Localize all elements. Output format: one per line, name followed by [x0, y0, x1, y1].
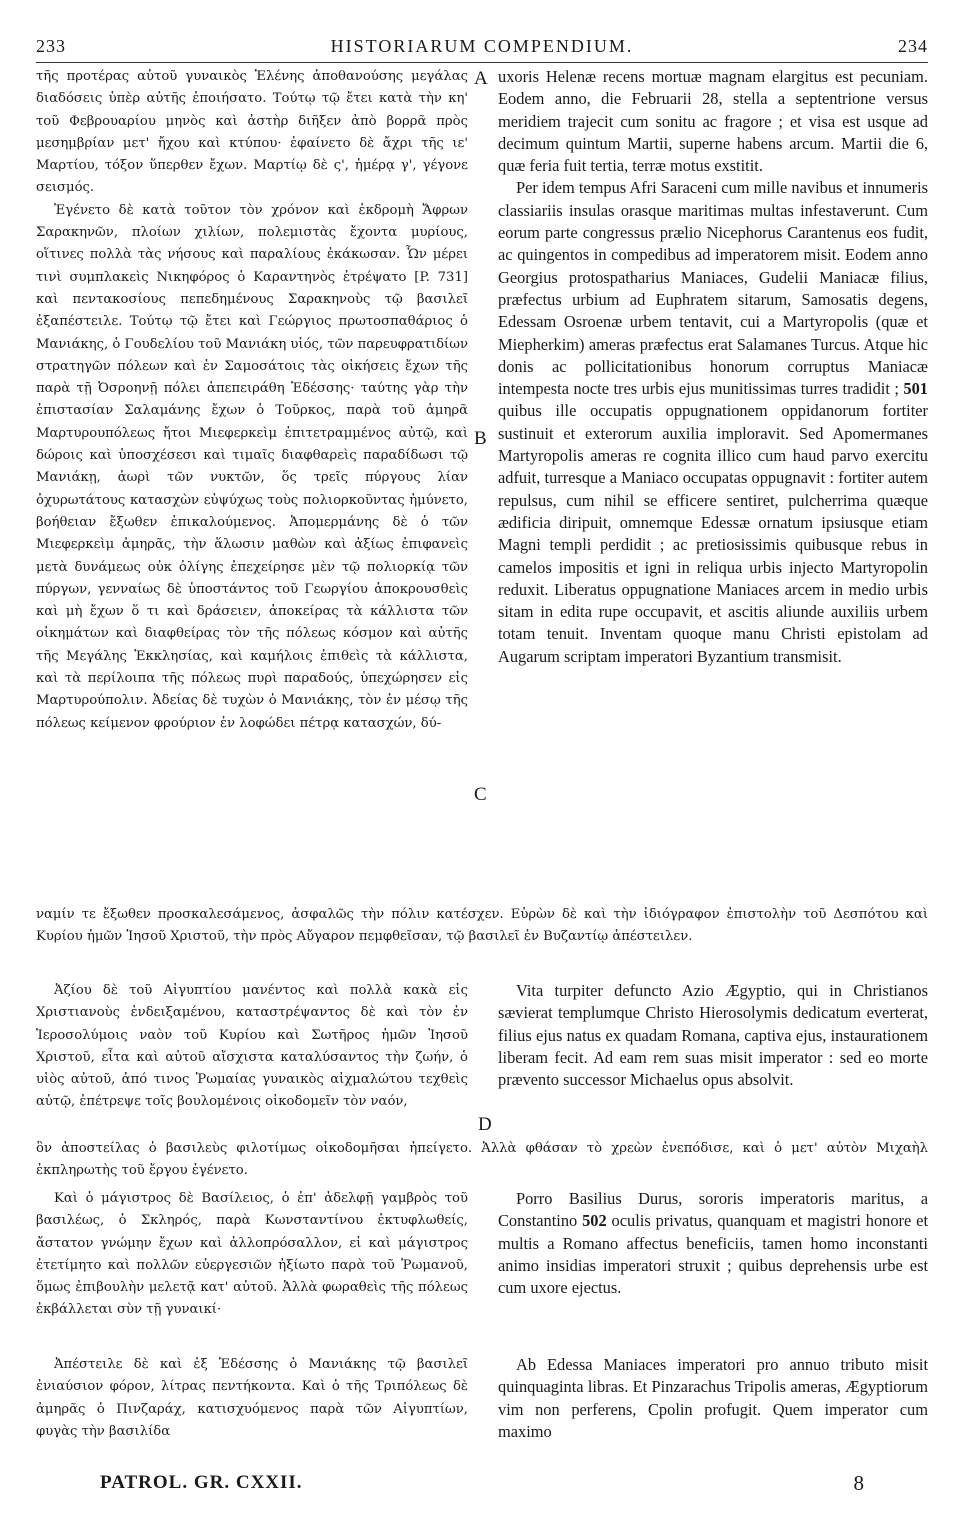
section3-latin-column [498, 1188, 928, 1299]
page-header [36, 32, 928, 60]
section1-greek-para-1: τῆς προτέρας αὐτοῦ γυναικὸς Ἑλένης ἀποθανούσης μεγάλας διαδόσεις ὑπὲρ αὐτῆς ἐποιήσατο. Τούτῳ τῷ ἔτει κατὰ τὴν κη' τοῦ Φεβρουαρίου μηνὸς καὶ ἀστὴρ διῆξεν ἀπὸ βορρᾶ πρὸς μεσημβρίαν μετ' ἤχου καὶ κτύπου· ἐφαίνετο δὲ ἄχρι τῆς ιε' Μαρτίου, τόξον ὕπερθεν ἔχων. Μαρτίῳ δὲ ς', ἡμέρᾳ γ', γέγονε σεισμός. [36, 69, 468, 196]
page-number-left: 233 [36, 35, 66, 56]
running-title: HISTORIARUM COMPENDIUM. [330, 35, 634, 56]
section2-latin-para: Vita turpiter defuncto Azio Ægyptio, qui in Christianos sævierat templumque Christo Hierosolymis dedicatum everterat, filius ejus natus ex quadam Romana, captiva ejus, instaurationem liberam fecit. Ad eam rem suas misit imperator : sed eo morte prævento successor Michaelus opus absolvit. [498, 981, 928, 1090]
margin-marker-a: A [474, 68, 488, 89]
section3-greek-para: Καὶ ὁ μάγιστρος δὲ Βασίλειος, ὁ ἐπ' ἀδελφῇ γαμβρὸς τοῦ βασιλέως, ὁ Σκληρός, παρὰ Κωνσταντίνου ἐκτυφλωθείς, ἄστατον γνώμην ἔχων καὶ ἀλλοπρόσαλλον, εἰ καὶ μάγιστρος ἐτετίμητο καὶ πολλῶν εὐεργεσιῶν ἠξίωτο παρὰ τοῦ Ῥωμανοῦ, ὅμως ἐπιβουλὴν μελετᾷ κατ' αὐτοῦ. Ἀλλὰ φωραθεὶς τῆς πόλεως ἐκβάλλεται σὺν τῇ γυναικί· [36, 1191, 468, 1318]
section1-latin-text-b: quibus ille occupatis oppugnationem oppidanorum fortiter sustinuit et exterorum auxilia imploravit. Sed Apomermanes Martyropolis ameras re cognita illico cum haud parvo exercitu adfuit, turresque a Maniaco occupatas oppugnavit : fortiter autem repulsus, cum nihil se efficere sentiret, pulcherrima quæque ædificia diripuit, omnemque Edessæ ornatum ipsiusque etiam Magni templi perdidit ; ac pretiosissimis quibusque rebus in camelos impositis et igni in reliqua urbis injecto Martyropolin reduxit. Liberatus oppugnatione Maniaces arcem in medio urbis sitam in edita rupe occupavit, et ascitis aliunde auxiliis urbem totam tenuit. Inventam quoque manu Christi epistolam ad Augarum scriptam imperatori Byzantium transmisit. [498, 401, 928, 666]
section3-latin-text-a: Porro Basilius Durus, sororis imperatoris maritus, a Constantino [498, 1189, 928, 1231]
section2-latin-column [498, 980, 928, 1091]
section3-greek-column [36, 1188, 468, 1322]
margin-marker-b: B [474, 428, 487, 449]
section1-latin-column [498, 66, 928, 668]
section2-greek-para: Ἀζίου δὲ τοῦ Αἰγυπτίου μανέντος καὶ πολλὰ κακὰ εἰς Χριστιανοὺς ἐνδειξαμένου, καταστρέψαντος δὲ καὶ τὸν ἐν Ἱεροσολύμοις ναὸν τοῦ Κυρίου καὶ Σωτῆρος ἡμῶν Ἰησοῦ Χριστοῦ, εἶτα καὶ αὐτοῦ αἴσχιστα καταλύσαντος τὴν ζωήν, ὁ υἱὸς αὐτοῦ, ἀπό τινος Ῥωμαίας γυναικὸς αἰχμαλώτου τεχθεὶς αὐτῷ, ἐπέτρεψε τοῖς βουλομένοις οἰκοδομεῖν τὸν ναόν, [36, 983, 468, 1110]
section1-latin-text-a: Per idem tempus Afri Saraceni cum mille navibus et innumeris classiariis insulas orasque maritimas multas infestaverunt. Cum eorum parte congressus prælio Nicephorus Carantenus eos fudit, ac quingentos in compedibus ad imperatorem misit. Eodem anno Georgius protospatharius Maniaces, Gudelii Maniacæ filius, præfectus urbium ad Euphratem sitarum, Samosatis degens, Edessam Osroenæ urbem tentavit, cui a Martyropolis (quæ et Miepherkim) ameras præfectus erat Salamanes Turcus. Atque hic donis ac pollicitationibus honorum corruptus Maniacæ intempesta nocte tres urbis ejus munitissimas turres tradidit ; [498, 178, 928, 399]
section1-greek-column [36, 66, 468, 735]
page-number-right: 234 [897, 35, 928, 56]
section1-latin-para-2 [498, 177, 928, 668]
column-number-501: 501 [903, 379, 928, 399]
section2-greek-column [36, 980, 468, 1114]
section3-latin-para [498, 1188, 928, 1299]
footer-signature: PATROL. GR. CXXII. [100, 1472, 303, 1493]
section4-greek-para: Ἀπέστειλε δὲ καὶ ἐξ Ἐδέσσης ὁ Μανιάκης τῷ βασιλεῖ ἐνιαύσιον φόρον, λίτρας πεντήκοντα. Καὶ ὁ τῆς Τριπόλεως δὲ ἀμηρᾶς ὁ Πινζαράχ, κατισχυόμενος παρὰ τῶν Αἰγυπτίων, φυγὰς τὴν βασιλίδα [36, 1357, 468, 1439]
page-footer [100, 1468, 864, 1498]
footer-sheet-number: 8 [853, 1470, 864, 1495]
section1-greek-full-width: ναμίν τε ἔξωθεν προσκαλεσάμενος, ἀσφαλῶς τὴν πόλιν κατέσχεν. Εὑρὼν δὲ καὶ τὴν ἰδιόγραφον ἐπιστολὴν τοῦ Δεσπότου καὶ Κυρίου ἡμῶν Ἰησοῦ Χριστοῦ, τὴν πρὸς Αὔγαρον πεμφθεῖσαν, τῷ βασιλεῖ ἐν Βυζαντίῳ ἀπέστειλεν. [36, 907, 928, 945]
column-number-502: 502 [582, 1211, 607, 1231]
section3-latin-text-b: oculis privatus, quanquam et magistri honore et multis a Romano affectus beneficiis, tamen homo inconstanti animo insidias imperatori struxit ; quibus deprehensis urbe est cum uxore ejectus. [498, 1211, 928, 1298]
margin-marker-c: C [474, 784, 487, 805]
section4-latin-column [498, 1354, 928, 1443]
section1-greek-para-2: Ἐγένετο δὲ κατὰ τοῦτον τὸν χρόνον καὶ ἐκδρομὴ Ἄφρων Σαρακηνῶν, πλοίων χιλίων, πολεμιστὰς ἔχοντα μυρίους, οἵτινες πολλὰ τὰς νήσους καὶ παραλίους ἐκάκωσαν. Ὧν μέρει τινὶ συμπλακεὶς Νικηφόρος ὁ Καραντηνὸς ἐτρέψατο [P. 731] καὶ πεντακοσίους πεπεδημένους Σαρακηνοὺς τῷ βασιλεῖ ἐξαπέστειλε. Τούτῳ τῷ ἔτει καὶ Γεώργιος πρωτοσπαθάριος ὁ Μανιάκης, ὁ Γουδελίου τοῦ Μανιάκη υἱός, τῶν παρευφρατιδίων στρατηγῶν πόλεων καὶ ἐν Σαμοσάτοις τὰς οἰκήσεις ἔχων τῆς παρὰ τῇ Ὀσροηνῇ πόλει ἀπεπειράθη Ἐδέσσης· ταύτης γὰρ τὴν ἐπιστασίαν Σαλαμάνης ἔχων ὁ Τοῦρκος, παρὰ τοῦ ἀμηρᾶ Μαρτυρουπόλεως ἤτοι Μιεφερκεὶμ ἐπιτετραμμένος αὐτῷ, καὶ δώροις καὶ ὑποσχέσεσι καὶ τιμαῖς διαφθαρεὶς παραδίδωσι τῷ Μανιάκῃ, ἀωρὶ τῶν νυκτῶν, ὅς τρεῖς πύργους λίαν ὀχυρωτάτους κατασχὼν εὐψύχως τοὺς πολιορκοῦντας ἠμύνετο, βοήθειαν ἔξωθεν ἐπικαλούμενος. Ἀπομερμάνης δὲ ὁ τῶν Μιεφερκεὶμ ἀμηρᾶς, τὴν ἅλωσιν μαθὼν καὶ ἀξίως ἐπιφανεὶς μετὰ δυνάμεως οὐκ ὀλίγης ἐπεχείρησε μὲν τῷ πολιορκίᾳ τῶν πύργων, γενναίως δὲ ὑποστάντος τοῦ Γεωργίου ἀποκρουσθεὶς καὶ μὴ ἔχων ὅ τι καὶ δράσειεν, ἀποκείρας τὰ κάλλιστα τῶν οἰκημάτων καὶ διαφθείρας τὸν τῆς πόλεως κόσμον καὶ αὐτῆς τῆς Μεγάλης Ἐκκλησίας, καὶ καμήλοις ἐπιθεὶς τὰ κάλλιστα, καὶ τὰ περίλοιπα τῆς πόλεως πυρὶ παραδούς, ὑπεχώρησεν εἰς Μαρτυρούπολιν. Ἀδείας δὲ τυχὼν ὁ Μανιάκης, τὸν ἐν μέσῳ τῆς πόλεως κείμενον φρούριον ἐν λοφώδει πέτρᾳ κατασχών, δύ- [36, 202, 468, 731]
section1-latin-para-1: uxoris Helenæ recens mortuæ magnam elargitus est pecuniam. Eodem anno, die Februarii 28, stella a septentrione versus meridiem trajecit cum sonitu ac fragore ; et visa est usque ad decimum quintum Martii, superne habens arcum. Martii die 6, quæ feria fuit tertia, terræ motus exstitit. [498, 67, 928, 176]
margin-marker-d: D [478, 1114, 492, 1135]
section4-greek-column [36, 1354, 468, 1443]
section2-greek-full-width: ὃν ἀποστείλας ὁ βασιλεὺς φιλοτίμως οἰκοδομῆσαι ἠπείγετο. Ἀλλὰ φθάσαν τὸ χρεὼν ἐνεπόδισε, καὶ ὁ μετ' αὐτὸν Μιχαὴλ ἐκπληρωτὴς τοῦ ἔργου ἐγένετο. [36, 1141, 928, 1179]
header-rule [36, 62, 928, 63]
section4-latin-para: Ab Edessa Maniaces imperatori pro annuo tributo misit quinquaginta libras. Et Pinzarachus Tripolis ameras, Ægyptiorum vim non perferens, Cpolin profugit. Quem imperator cum maximo [498, 1355, 928, 1441]
